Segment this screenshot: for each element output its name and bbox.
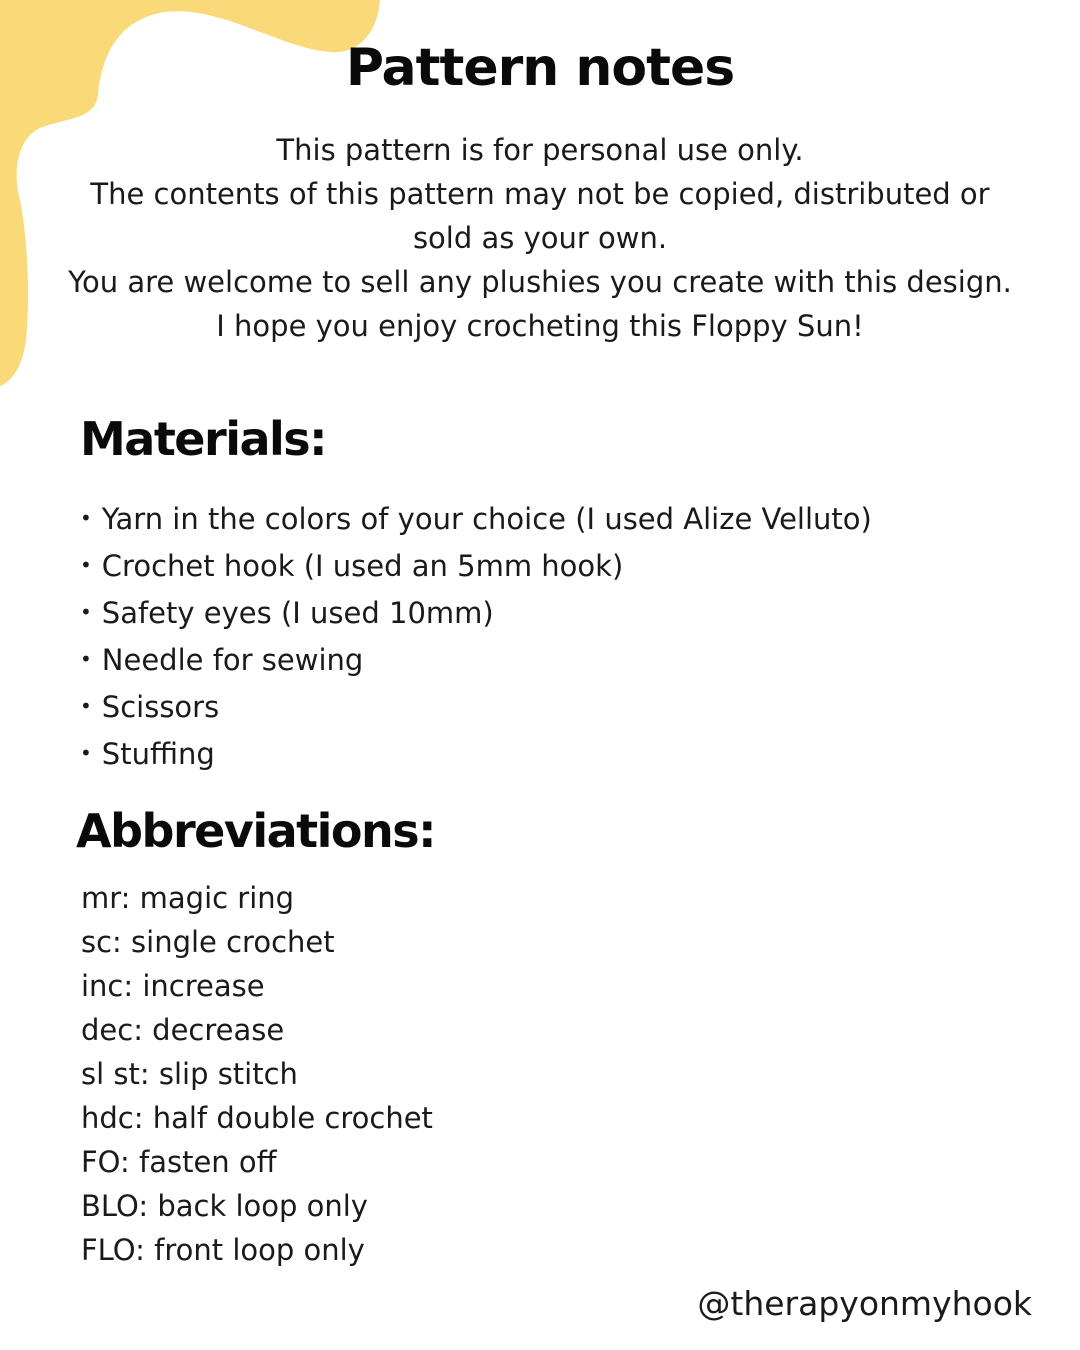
materials-heading: Materials: bbox=[80, 412, 327, 466]
list-item: mr: magic ring bbox=[81, 881, 295, 915]
materials-list bbox=[80, 497, 872, 779]
list-item: hdc: half double crochet bbox=[81, 1101, 433, 1135]
list-item: inc: increase bbox=[81, 969, 265, 1003]
list-item: sl st: slip stitch bbox=[81, 1057, 298, 1091]
abbreviations-heading: Abbreviations: bbox=[76, 804, 436, 858]
list-item: FO: fasten off bbox=[81, 1145, 277, 1179]
intro-line-selling: You are welcome to sell any plushies you create with this design. I hope you enjoy crocheting this Floppy Sun! bbox=[68, 265, 1012, 343]
list-item: • Stuffing bbox=[80, 732, 872, 779]
social-handle: @therapyonmyhook bbox=[697, 1284, 1032, 1323]
intro-line-copyright: The contents of this pattern may not be copied, distributed or sold as your own. bbox=[90, 177, 990, 255]
list-item: • Crochet hook (I used an 5mm hook) bbox=[80, 544, 872, 591]
list-item: • Needle for sewing bbox=[80, 638, 872, 685]
abbreviations-list bbox=[81, 876, 433, 1272]
list-item: • Scissors bbox=[80, 685, 872, 732]
list-item: FLO: front loop only bbox=[81, 1233, 365, 1267]
intro-line-usage: This pattern is for personal use only. bbox=[276, 133, 804, 167]
list-item: sc: single crochet bbox=[81, 925, 335, 959]
list-item: dec: decrease bbox=[81, 1013, 285, 1047]
list-item: BLO: back loop only bbox=[81, 1189, 368, 1223]
intro-text bbox=[60, 128, 1020, 348]
page-title: Pattern notes bbox=[345, 38, 735, 98]
list-item: • Safety eyes (I used 10mm) bbox=[80, 591, 872, 638]
list-item: • Yarn in the colors of your choice (I used Alize Velluto) bbox=[80, 497, 872, 544]
